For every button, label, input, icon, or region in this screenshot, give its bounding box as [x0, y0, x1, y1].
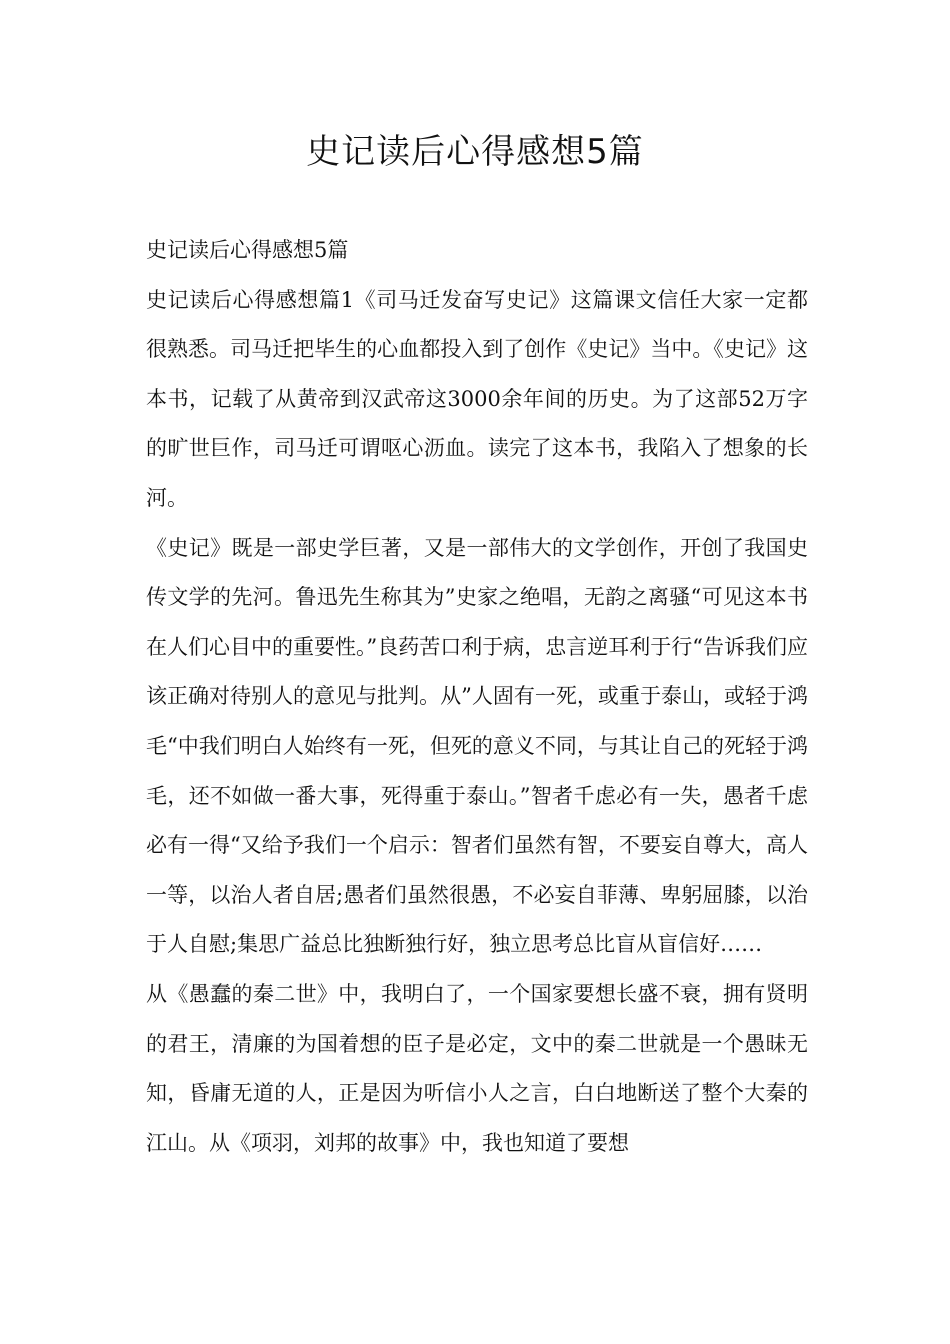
document-body [146, 226, 808, 1168]
paragraph-subtitle: 史记读后心得感想5篇 [146, 238, 349, 262]
paragraph-2: 《史记》既是一部史学巨著，又是一部伟大的文学创作，开创了我国史传文学的先河。鲁迅先生称其为”史家之绝唱，无韵之离骚“可见这本书在人们心目中的重要性。”良药苦口利于病，忠言逆耳利于行“告诉我们应该正确对待别人的意见与批判。从”人固有一死，或重于泰山，或轻于鸿毛“中我们明白人始终有一死，但死的意义不同，与其让自己的死轻于鸿毛，还不如做一番大事，死得重于泰山。”智者千虑必有一失，愚者千虑必有一得“又给予我们一个启示：智者们虽然有智，不要妄自尊大，高人一等，以治人者自居;愚者们虽然很愚，不必妄自菲薄、卑躬屈膝，以治于人自慰;集思广益总比独断独行好，独立思考总比盲从盲信好…… [146, 535, 808, 957]
paragraph-1: 史记读后心得感想篇1《司马迁发奋写史记》这篇课文信任大家一定都很熟悉。司马迁把毕生的心血都投入到了创作《史记》当中。《史记》这本书，记载了从黄帝到汉武帝这3000余年间的历史。为了这部52万字的旷世巨作，司马迁可谓呕心沥血。读完了这本书，我陷入了想象的长河。 [146, 287, 808, 510]
paragraph-3: 从《愚蠢的秦二世》中，我明白了，一个国家要想长盛不衰，拥有贤明的君王，清廉的为国着想的臣子是必定，文中的秦二世就是一个愚昧无知，昏庸无道的人，正是因为听信小人之言，白白地断送了整个大秦的江山。从《项羽，刘邦的故事》中，我也知道了要想 [146, 981, 808, 1155]
document-title: 史记读后心得感想5篇 [306, 132, 644, 172]
